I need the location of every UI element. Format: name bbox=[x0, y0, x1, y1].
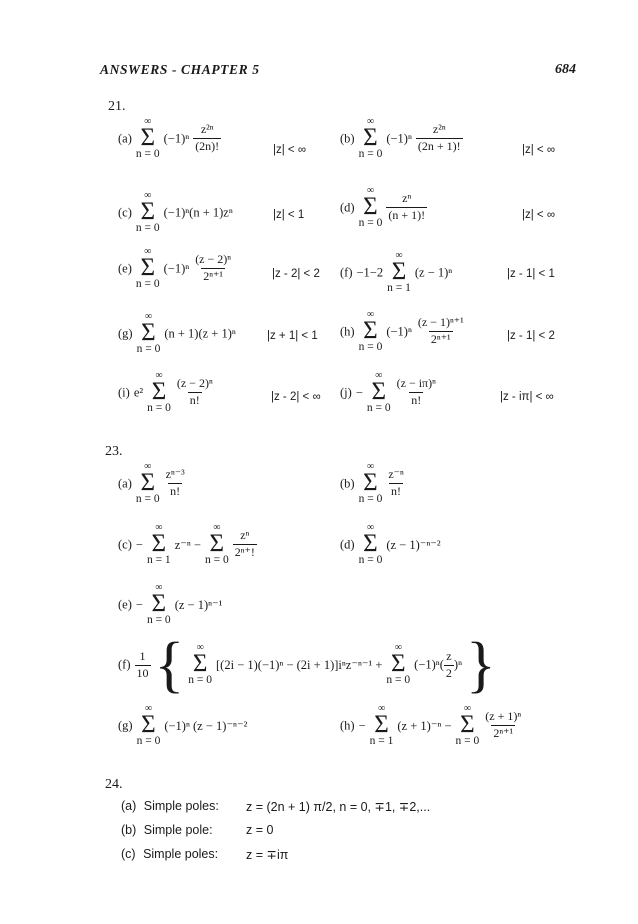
p23-h bbox=[340, 704, 523, 748]
lower-limit: n = 0 bbox=[135, 222, 160, 234]
item-label: (g) bbox=[118, 326, 133, 341]
p24-b-value: z = 0 bbox=[246, 823, 274, 837]
convergence-condition: |z + 1| < 1 bbox=[267, 330, 318, 342]
lower-limit: n = 0 bbox=[135, 278, 160, 290]
item-label: (a) bbox=[121, 799, 137, 813]
numerator: z⁻ⁿ bbox=[388, 467, 404, 482]
upper-limit: ∞ bbox=[144, 461, 152, 472]
lower-limit: n = 0 bbox=[135, 148, 160, 160]
fraction bbox=[175, 377, 215, 408]
lower-limit: n = 0 bbox=[136, 735, 161, 747]
item-label: (b) bbox=[340, 476, 355, 491]
numerator: zⁿ bbox=[240, 528, 250, 543]
sign: − bbox=[135, 537, 143, 552]
lower-limit: n = 1 bbox=[369, 735, 394, 747]
fraction bbox=[416, 123, 463, 154]
upper-limit: ∞ bbox=[377, 703, 386, 714]
summation: ∞ Σ n = 0 bbox=[358, 185, 383, 229]
problem-21-number: 21. bbox=[108, 99, 126, 114]
fraction bbox=[416, 316, 466, 347]
denominator: (n + 1)! bbox=[388, 208, 426, 223]
upper-limit: ∞ bbox=[366, 522, 375, 533]
lower-limit: n = 0 bbox=[366, 402, 391, 414]
upper-limit: ∞ bbox=[144, 116, 152, 127]
convergence-condition: |z| < ∞ bbox=[522, 144, 556, 156]
numerator: z²ⁿ bbox=[200, 122, 214, 137]
upper-limit: ∞ bbox=[155, 582, 163, 593]
p24-c bbox=[121, 847, 218, 861]
summation: ∞ Σ n = 0 bbox=[146, 582, 171, 626]
denominator: 2ⁿ⁺¹ bbox=[493, 726, 514, 741]
fraction bbox=[164, 468, 187, 499]
answer-text: Simple poles: bbox=[143, 847, 219, 861]
lower-limit: n = 0 bbox=[386, 674, 411, 687]
item-label: (h) bbox=[340, 324, 355, 339]
summation: ∞ Σ n = 0 bbox=[204, 522, 229, 566]
denominator: 2ⁿ⁺¹ bbox=[430, 332, 451, 347]
fraction bbox=[483, 710, 523, 741]
term: (z − 1)ⁿ bbox=[414, 265, 453, 280]
lower-limit: n = 0 bbox=[358, 341, 383, 353]
p24-c-value: z = ∓iπ bbox=[246, 848, 289, 862]
numerator: (z − iπ)ⁿ bbox=[396, 376, 436, 391]
convergence-condition: |z - 2| < 2 bbox=[272, 268, 320, 280]
denominator: (2n + 1)! bbox=[417, 139, 461, 154]
summation: ∞ Σ n = 1 bbox=[146, 522, 171, 566]
summation: ∞ Σ n = 0 bbox=[358, 309, 383, 353]
convergence-condition: |z| < ∞ bbox=[522, 209, 556, 221]
summation: ∞ Σ n = 0 bbox=[136, 703, 161, 747]
term: [(2i − 1)(−1)ⁿ − (2i + 1)]iⁿz⁻ⁿ⁻¹ + bbox=[216, 658, 383, 672]
summation: ∞ Σ n = 0 bbox=[136, 311, 161, 355]
sign: − bbox=[358, 718, 366, 733]
answer-text: Simple pole: bbox=[143, 823, 213, 837]
upper-limit: ∞ bbox=[394, 642, 402, 654]
term: (z + 1)⁻ⁿ − bbox=[397, 718, 452, 733]
item-label: (d) bbox=[340, 537, 355, 552]
item-label: (c) bbox=[118, 537, 132, 552]
p24-a bbox=[121, 799, 219, 813]
fraction bbox=[193, 253, 233, 284]
p21-h bbox=[340, 310, 466, 354]
right-brace: } bbox=[466, 631, 496, 699]
upper-limit: ∞ bbox=[366, 309, 375, 320]
summation: ∞ Σ n = 0 bbox=[135, 116, 160, 160]
upper-limit: ∞ bbox=[144, 703, 153, 714]
lower-limit: n = 0 bbox=[358, 493, 383, 505]
p21-c bbox=[118, 191, 233, 235]
p21-e bbox=[118, 247, 233, 291]
upper-limit: ∞ bbox=[196, 642, 204, 654]
summation: ∞ Σ n = 1 bbox=[369, 703, 394, 747]
item-label: (e) bbox=[118, 261, 132, 276]
p21-j bbox=[340, 371, 438, 415]
problem-24-number: 24. bbox=[105, 777, 123, 792]
page-number: 684 bbox=[555, 62, 576, 77]
item-label: (i) bbox=[118, 385, 130, 400]
p23-e bbox=[118, 583, 222, 627]
fraction bbox=[386, 192, 427, 223]
coefficient: − bbox=[355, 385, 363, 400]
item-label: (c) bbox=[118, 205, 132, 220]
lower-limit: n = 0 bbox=[147, 402, 171, 414]
upper-limit: ∞ bbox=[144, 311, 153, 322]
p21-b bbox=[340, 117, 463, 161]
p24-b bbox=[121, 823, 213, 837]
summation: ∞ Σ n = 0 bbox=[366, 370, 391, 414]
numerator: z²ⁿ bbox=[432, 122, 446, 137]
p21-g bbox=[118, 312, 236, 356]
term: (−1)ⁿ( bbox=[414, 657, 444, 672]
term: (−1)ⁿ bbox=[386, 324, 412, 339]
item-label: (h) bbox=[340, 718, 355, 733]
numerator: zⁿ⁻³ bbox=[165, 467, 185, 482]
numerator: (z + 1)ⁿ bbox=[485, 709, 522, 724]
item-label: (g) bbox=[118, 718, 133, 733]
upper-limit: ∞ bbox=[155, 370, 163, 381]
lower-limit: n = 1 bbox=[387, 282, 411, 294]
numerator: (z − 1)ⁿ⁺¹ bbox=[417, 315, 464, 330]
coefficient: −1−2 bbox=[356, 265, 384, 280]
p23-d bbox=[340, 523, 441, 567]
p24-a-value: z = (2n + 1) π/2, n = 0, ∓1, ∓2,... bbox=[246, 800, 431, 814]
denominator: n! bbox=[189, 393, 200, 408]
denominator: n! bbox=[411, 393, 422, 408]
upper-limit: ∞ bbox=[366, 461, 375, 472]
upper-limit: ∞ bbox=[463, 703, 471, 714]
p21-a bbox=[118, 117, 221, 161]
term: z⁻ⁿ − bbox=[174, 537, 201, 552]
summation: ∞ Σ n = 0 bbox=[188, 642, 213, 687]
fraction bbox=[233, 529, 257, 560]
item-label: (d) bbox=[340, 200, 355, 215]
lower-limit: n = 0 bbox=[188, 674, 213, 687]
summation: ∞ Σ n = 0 bbox=[358, 116, 383, 160]
fraction bbox=[193, 123, 221, 154]
convergence-condition: |z| < ∞ bbox=[273, 144, 307, 156]
upper-limit: ∞ bbox=[395, 250, 403, 261]
numerator: (z − 2)ⁿ bbox=[176, 376, 213, 391]
numerator: 1 bbox=[139, 648, 146, 663]
term: )ⁿ bbox=[453, 657, 463, 672]
denominator: n! bbox=[170, 484, 181, 499]
running-header: ANSWERS - CHAPTER 5 bbox=[100, 62, 260, 77]
item-label: (a) bbox=[118, 476, 132, 491]
item-label: (b) bbox=[121, 823, 137, 837]
convergence-condition: |z - 2| < ∞ bbox=[271, 391, 321, 403]
denominator: 2 bbox=[445, 665, 452, 680]
upper-limit: ∞ bbox=[375, 370, 383, 381]
convergence-condition: |z| < 1 bbox=[273, 209, 305, 221]
term: (−1)ⁿ bbox=[386, 131, 412, 146]
lower-limit: n = 0 bbox=[358, 148, 383, 160]
coefficient-fraction bbox=[135, 650, 151, 681]
upper-limit: ∞ bbox=[144, 246, 152, 257]
convergence-condition: |z - 1| < 1 bbox=[507, 268, 555, 280]
term: (z − 1)⁻ⁿ⁻² bbox=[386, 537, 441, 552]
sign: − bbox=[135, 597, 143, 612]
p23-f bbox=[118, 631, 496, 699]
lower-limit: n = 0 bbox=[136, 343, 161, 355]
term: (−1)ⁿ bbox=[163, 131, 190, 146]
item-label: (j) bbox=[340, 385, 352, 400]
numerator: z bbox=[446, 648, 452, 663]
item-label: (a) bbox=[118, 131, 132, 146]
problem-23-number: 23. bbox=[105, 444, 123, 459]
p23-g bbox=[118, 704, 247, 748]
summation: ∞ Σ n = 0 bbox=[358, 461, 383, 505]
lower-limit: n = 0 bbox=[204, 554, 229, 566]
upper-limit: ∞ bbox=[366, 116, 375, 127]
p21-f bbox=[340, 251, 452, 295]
term: (z − 1)ⁿ⁻¹ bbox=[174, 597, 223, 612]
p23-a bbox=[118, 462, 187, 506]
summation: ∞ Σ n = 0 bbox=[386, 642, 411, 687]
lower-limit: n = 0 bbox=[358, 554, 383, 566]
p21-d bbox=[340, 186, 427, 230]
summation: ∞ Σ n = 1 bbox=[387, 250, 411, 294]
convergence-condition: |z - iπ| < ∞ bbox=[500, 391, 554, 403]
lower-limit: n = 0 bbox=[358, 217, 383, 229]
denominator: 2ⁿ⁺¹ bbox=[203, 269, 223, 284]
summation: ∞ Σ n = 0 bbox=[147, 370, 171, 414]
numerator: zⁿ bbox=[402, 191, 412, 206]
fraction bbox=[444, 650, 454, 681]
denominator: n! bbox=[391, 484, 402, 499]
item-label: (f) bbox=[340, 265, 353, 280]
upper-limit: ∞ bbox=[366, 185, 375, 196]
item-label: (e) bbox=[118, 597, 132, 612]
upper-limit: ∞ bbox=[213, 522, 221, 533]
numerator: (z − 2)ⁿ bbox=[195, 252, 232, 267]
summation: ∞ Σ n = 0 bbox=[455, 703, 480, 747]
summation: ∞ Σ n = 0 bbox=[135, 246, 160, 290]
summation: ∞ Σ n = 0 bbox=[135, 461, 160, 505]
upper-limit: ∞ bbox=[144, 190, 152, 201]
p23-c bbox=[118, 523, 257, 567]
term: (−1)ⁿ(n + 1)zⁿ bbox=[163, 205, 233, 220]
lower-limit: n = 0 bbox=[455, 735, 480, 747]
summation: ∞ Σ n = 0 bbox=[135, 190, 160, 234]
fraction bbox=[395, 377, 438, 408]
upper-limit: ∞ bbox=[155, 522, 163, 533]
left-brace: { bbox=[154, 631, 185, 699]
lower-limit: n = 0 bbox=[146, 614, 171, 626]
coefficient: e² bbox=[133, 385, 144, 400]
denominator: (2n)! bbox=[195, 139, 220, 154]
lower-limit: n = 1 bbox=[146, 554, 171, 566]
convergence-condition: |z - 1| < 2 bbox=[507, 330, 555, 342]
denominator: 2ⁿ⁺! bbox=[234, 545, 255, 560]
answer-text: Simple poles: bbox=[143, 799, 219, 813]
item-label: (f) bbox=[118, 657, 131, 672]
lower-limit: n = 0 bbox=[135, 493, 160, 505]
item-label: (b) bbox=[340, 131, 355, 146]
p23-b bbox=[340, 462, 406, 506]
item-label: (c) bbox=[121, 847, 136, 861]
term: (n + 1)(z + 1)ⁿ bbox=[164, 326, 236, 341]
fraction bbox=[386, 468, 405, 499]
p21-i bbox=[118, 371, 215, 415]
term: (−1)ⁿ bbox=[163, 261, 190, 276]
denominator: 10 bbox=[136, 665, 149, 680]
term: (−1)ⁿ (z − 1)⁻ⁿ⁻² bbox=[164, 718, 248, 733]
summation: ∞ Σ n = 0 bbox=[358, 522, 383, 566]
